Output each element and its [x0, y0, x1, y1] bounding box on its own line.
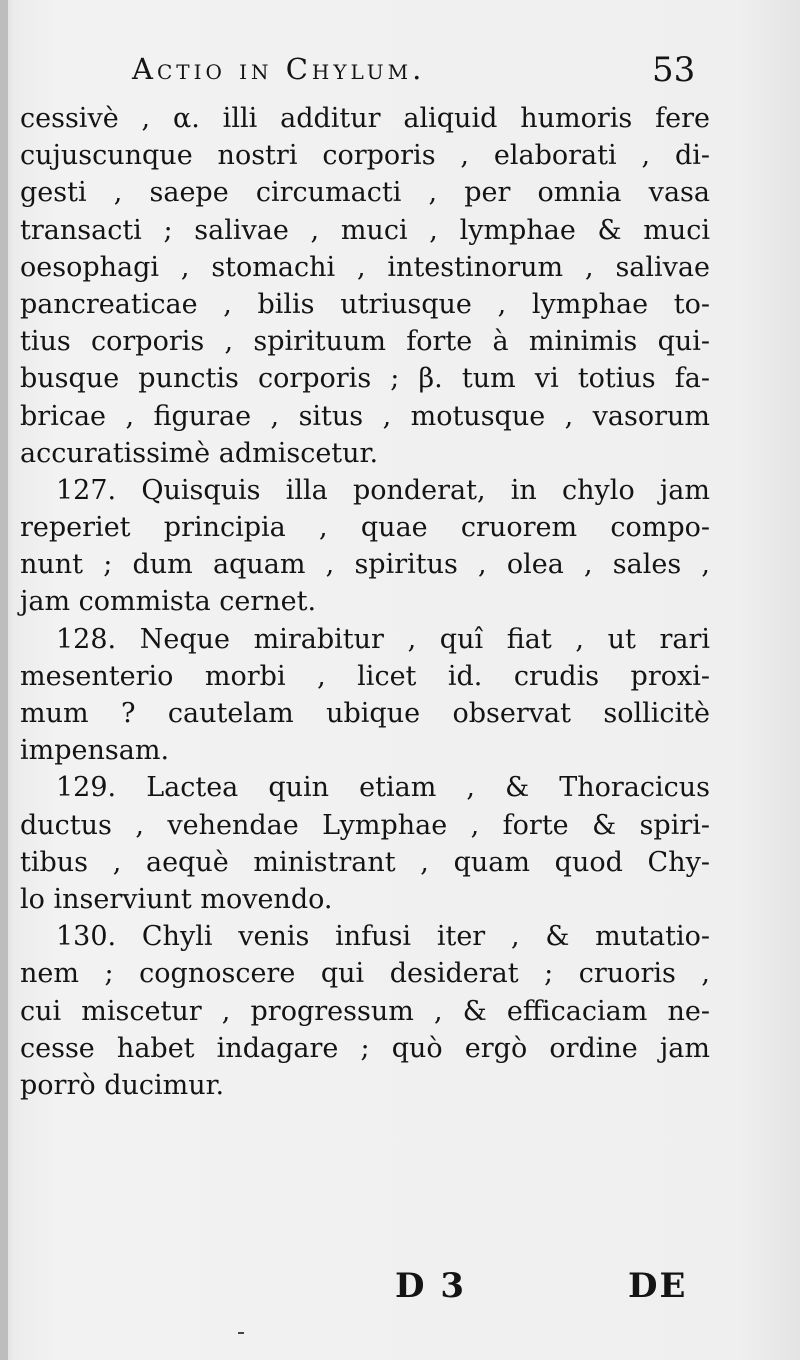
paragraph-130-start: 130. Chyli venis infusi iter , & mutatio-	[56, 921, 710, 953]
text-line: porrò ducimur.	[20, 1069, 225, 1101]
text-line: impensam.	[20, 735, 170, 767]
running-head	[0, 52, 800, 102]
text-line: jam commista cernet.	[20, 586, 317, 618]
text-line: tius corporis , spirituum forte à minimis qui-	[20, 326, 710, 358]
page-gutter-edge	[0, 0, 8, 1360]
text-line: nem ; cognoscere qui desiderat ; cruoris ,	[20, 958, 710, 990]
text-line: tibus , aequè ministrant , quam quod Chy-	[20, 846, 710, 878]
text-line: cesse habet indagare ; quò ergò ordine jam	[20, 1032, 710, 1064]
text-line: mesenterio morbi , licet id. crudis proxi-	[20, 660, 710, 692]
signature-mark: D 3	[395, 1266, 466, 1306]
text-line: bricae , figurae , situs , motusque , vasorum	[20, 400, 710, 432]
paragraph-128-start: 128. Neque mirabitur , quî fiat , ut rari	[56, 623, 710, 655]
text-line: reperiet principia , quae cruorem compo-	[20, 512, 710, 544]
text-line: cui miscetur , progressum , & efficaciam ne-	[20, 995, 710, 1027]
text-line: busque punctis corporis ; β. tum vi totius fa-	[20, 363, 710, 395]
running-title: Actio in Chylum.	[132, 52, 426, 86]
text-line: accuratissimè admiscetur.	[20, 437, 379, 469]
text-line: cujuscunque nostri corporis , elaborati , di-	[20, 140, 710, 172]
text-line: pancreaticae , bilis utriusque , lymphae to-	[20, 288, 710, 320]
paragraph-127-start: 127. Quisquis illa ponderat, in chylo jam	[56, 474, 710, 506]
body-text	[20, 100, 710, 1104]
text-line: ductus , vehendae Lymphae , forte & spiri-	[20, 809, 710, 841]
divider	[238, 1332, 244, 1334]
paragraph-129-start: 129. Lactea quin etiam , & Thoracicus	[56, 772, 710, 804]
text-line: nunt ; dum aquam , spiritus , olea , sales ,	[20, 549, 710, 581]
catchword: DE	[628, 1266, 688, 1306]
text-line: transacti ; salivae , muci , lymphae & muci	[20, 214, 710, 246]
text-line: lo inserviunt movendo.	[20, 883, 333, 915]
text-line: mum ? cautelam ubique observat sollicitè	[20, 698, 710, 729]
text-line: cessivè , α. illi additur aliquid humoris fere	[20, 103, 710, 134]
text-line: oesophagi , stomachi , intestinorum , salivae	[20, 251, 710, 283]
page-number: 53	[652, 50, 696, 90]
text-line: gesti , saepe circumacti , per omnia vasa	[20, 177, 710, 209]
